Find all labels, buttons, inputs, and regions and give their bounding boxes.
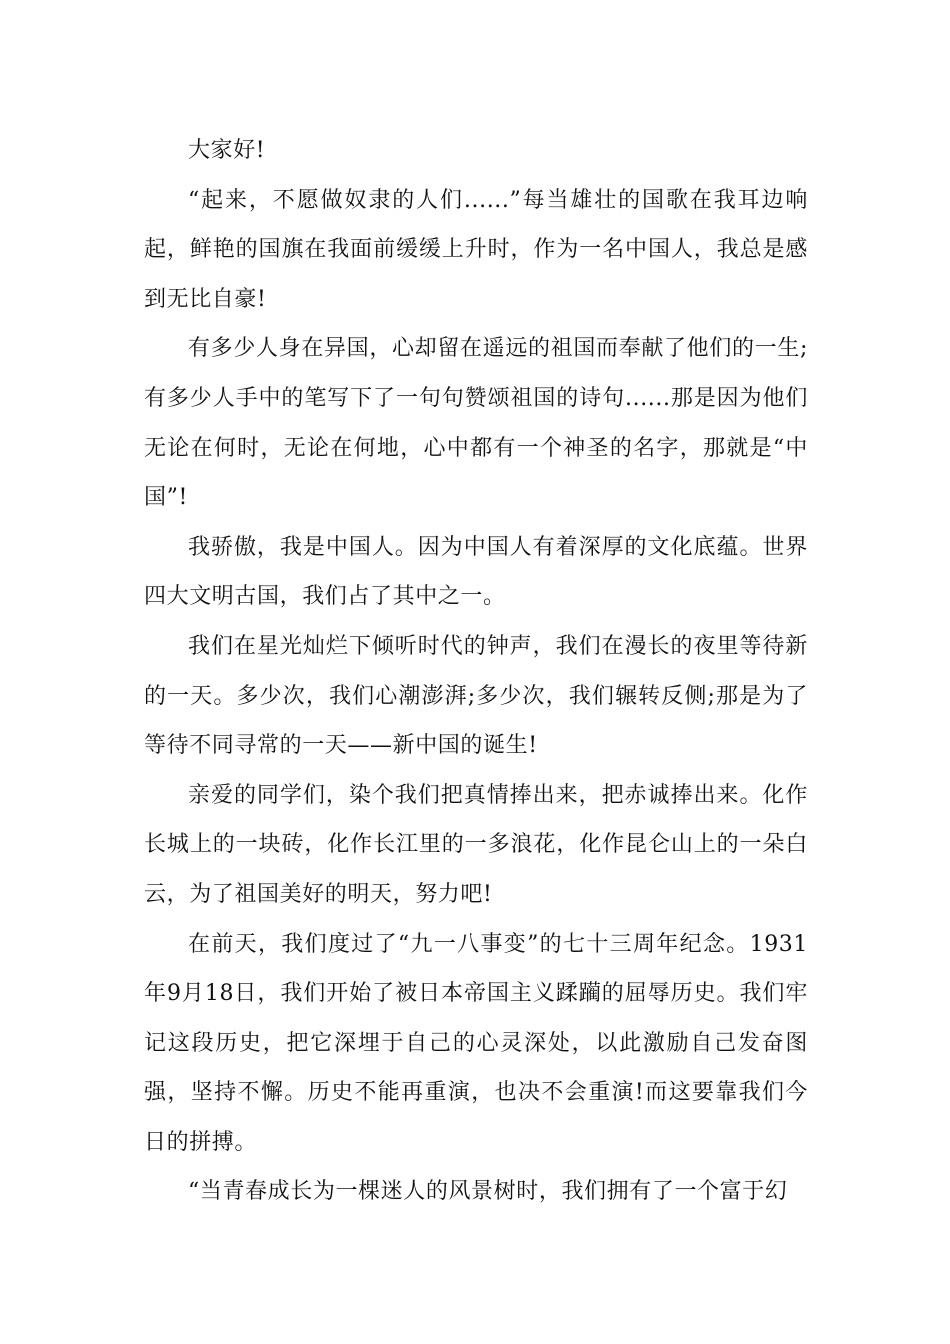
paragraph-greeting: 大家好! (188, 138, 266, 163)
paragraph-starlight: 我们在星光灿烂下倾听时代的钟声，我们在漫长的夜里等待新的一天。多少次，我们心潮澎湃;多少次，我们辗转反侧;那是为了等待不同寻常的一天——新中国的诞生! (144, 633, 808, 759)
paragraph-youth: “当青春成长为一棵迷人的风景树时，我们拥有了一个富于幻 (188, 1179, 788, 1205)
paragraph-anthem: “起来，不愿做奴隶的人们......”每当雄壮的国歌在我耳边响起，鲜艳的国旗在我面前缓缓上升时，作为一名中国人，我总是感到无比自豪! (144, 187, 808, 312)
paragraph-abroad: 有多少人身在异国，心却留在遥远的祖国而奉献了他们的一生;有多少人手中的笔写下了一句句赞颂祖国的诗句......那是因为他们无论在何时，无论在何地，心中都有一个神圣的名字，那就是“中国”! (144, 336, 808, 511)
document-body (144, 126, 808, 1217)
paragraph-history: 在前天，我们度过了“九一八事变”的七十三周年纪念。1931年9月18日，我们开始了被日本帝国主义蹂躏的屈辱历史。我们牢记这段历史，把它深埋于自己的心灵深处，以此激励自己发奋图强，坚持不懈。历史不能再重演，也决不会重演!而这要靠我们今日的拼搏。 (144, 931, 808, 1155)
paragraph-proud: 我骄傲，我是中国人。因为中国人有着深厚的文化底蕴。世界四大文明古国，我们占了其中之一。 (144, 534, 808, 610)
paragraph-classmates: 亲爱的同学们，染个我们把真情捧出来，把赤诚捧出来。化作长城上的一块砖，化作长江里的一多浪花，化作昆仑山上的一朵白云，为了祖国美好的明天，努力吧! (144, 782, 808, 907)
